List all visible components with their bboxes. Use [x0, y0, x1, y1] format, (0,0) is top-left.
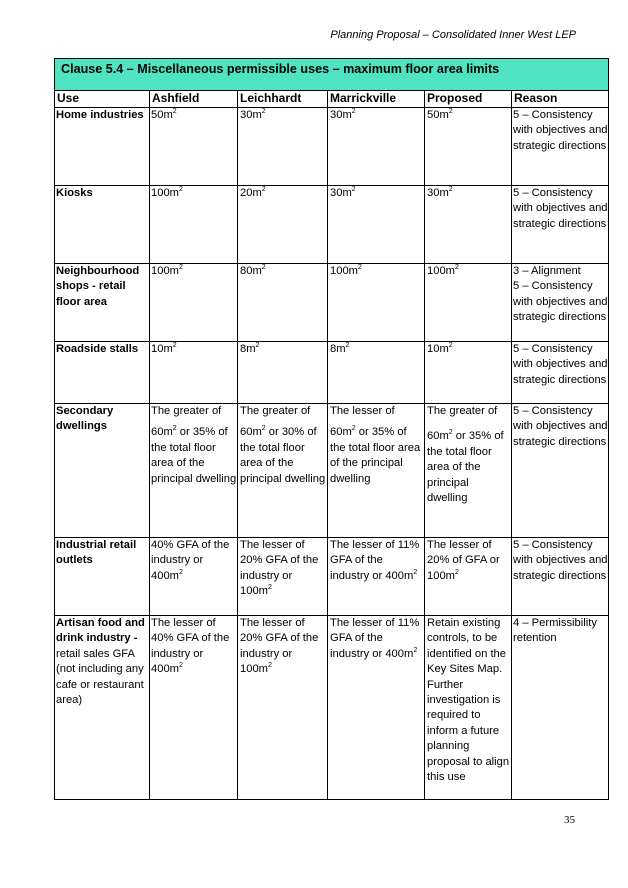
page-number: 35 [564, 814, 575, 826]
table-row [55, 538, 609, 616]
use-cell: Secondary dwellings [55, 404, 150, 538]
reason-cell: 5 – Consistency with objectives and strategic directions [512, 404, 609, 538]
leichhardt-cell: $20m^2$ [238, 186, 328, 264]
use-cell: Neighbourhood shops - retail floor area [55, 264, 150, 342]
marrickville-cell: $8m^2$ [328, 342, 425, 404]
leichhardt-cell: $80m^2$ [238, 264, 328, 342]
table-row [55, 616, 609, 800]
proposed-cell: $30m^2$ [425, 186, 512, 264]
marrickville-cell: The lesser of 11% GFA of the industry or $400m^2$ [328, 616, 425, 800]
ashfield-cell: $100m^2$ [150, 186, 238, 264]
leichhardt-cell: $8m^2$ [238, 342, 328, 404]
marrickville-cell: $30m^2$ [328, 186, 425, 264]
table-row [55, 186, 609, 264]
column-header-marrickville: Marrickville [328, 91, 425, 108]
table-caption: Clause 5.4 – Miscellaneous permissible uses – maximum floor area limits [55, 59, 609, 91]
ashfield-cell: $50m^2$ [150, 108, 238, 186]
table-row [55, 404, 609, 538]
reason-cell: 5 – Consistency with objectives and strategic directions [512, 186, 609, 264]
leichhardt-cell: The lesser of 20% GFA of the industry or $100m^2$ [238, 538, 328, 616]
ashfield-cell: $10m^2$ [150, 342, 238, 404]
proposed-cell: The greater of $60m^2$ or 35% of the total floor area of the principal dwelling [425, 404, 512, 538]
proposed-cell: $100m^2$ [425, 264, 512, 342]
marrickville-cell: $30m^2$ [328, 108, 425, 186]
reason-cell: 5 – Consistency with objectives and strategic directions [512, 538, 609, 616]
column-header-reason: Reason [512, 91, 609, 108]
ashfield-cell: 40% GFA of the industry or $400m^2$ [150, 538, 238, 616]
ashfield-cell: The lesser of 40% GFA of the industry or $400m^2$ [150, 616, 238, 800]
reason-cell: 5 – Consistency with objectives and strategic directions [512, 108, 609, 186]
proposed-cell: The lesser of 20% of GFA or $100m^2$ [425, 538, 512, 616]
use-cell: Kiosks [55, 186, 150, 264]
table-row [55, 108, 609, 186]
table-caption-row [55, 59, 609, 91]
reason-cell: 4 – Permissibility retention [512, 616, 609, 800]
proposed-cell: Retain existing controls, to be identified on the Key Sites Map. Further investigation is required to inform a future planning proposal to align this use [425, 616, 512, 800]
floor-area-limits-table [54, 58, 609, 800]
leichhardt-cell: The greater of $60m^2$ or 30% of the total floor area of the principal dwelling [238, 404, 328, 538]
table-row [55, 342, 609, 404]
marrickville-cell: $100m^2$ [328, 264, 425, 342]
leichhardt-cell: $30m^2$ [238, 108, 328, 186]
ashfield-cell: $100m^2$ [150, 264, 238, 342]
ashfield-cell: The greater of $60m^2$ or 35% of the total floor area of the principal dwelling [150, 404, 238, 538]
use-cell: Home industries [55, 108, 150, 186]
proposed-cell: $10m^2$ [425, 342, 512, 404]
reason-cell: 3 – Alignment 5 – Consistency with objectives and strategic directions [512, 264, 609, 342]
column-header-ashfield: Ashfield [150, 91, 238, 108]
use-cell: Artisan food and drink industry - retail sales GFA (not including any cafe or restaurant area) [55, 616, 150, 800]
table-header-row [55, 91, 609, 108]
marrickville-cell: The lesser of $60m^2$ or 35% of the total floor area of the principal dwelling [328, 404, 425, 538]
reason-cell: 5 – Consistency with objectives and strategic directions [512, 342, 609, 404]
use-cell: Industrial retail outlets [55, 538, 150, 616]
proposed-cell: $50m^2$ [425, 108, 512, 186]
use-cell: Roadside stalls [55, 342, 150, 404]
page-header: Planning Proposal – Consolidated Inner West LEP [330, 29, 576, 41]
table-row [55, 264, 609, 342]
column-header-proposed: Proposed [425, 91, 512, 108]
column-header-use: Use [55, 91, 150, 108]
marrickville-cell: The lesser of 11% GFA of the industry or $400m^2$ [328, 538, 425, 616]
column-header-leichhardt: Leichhardt [238, 91, 328, 108]
leichhardt-cell: The lesser of 20% GFA of the industry or $100m^2$ [238, 616, 328, 800]
